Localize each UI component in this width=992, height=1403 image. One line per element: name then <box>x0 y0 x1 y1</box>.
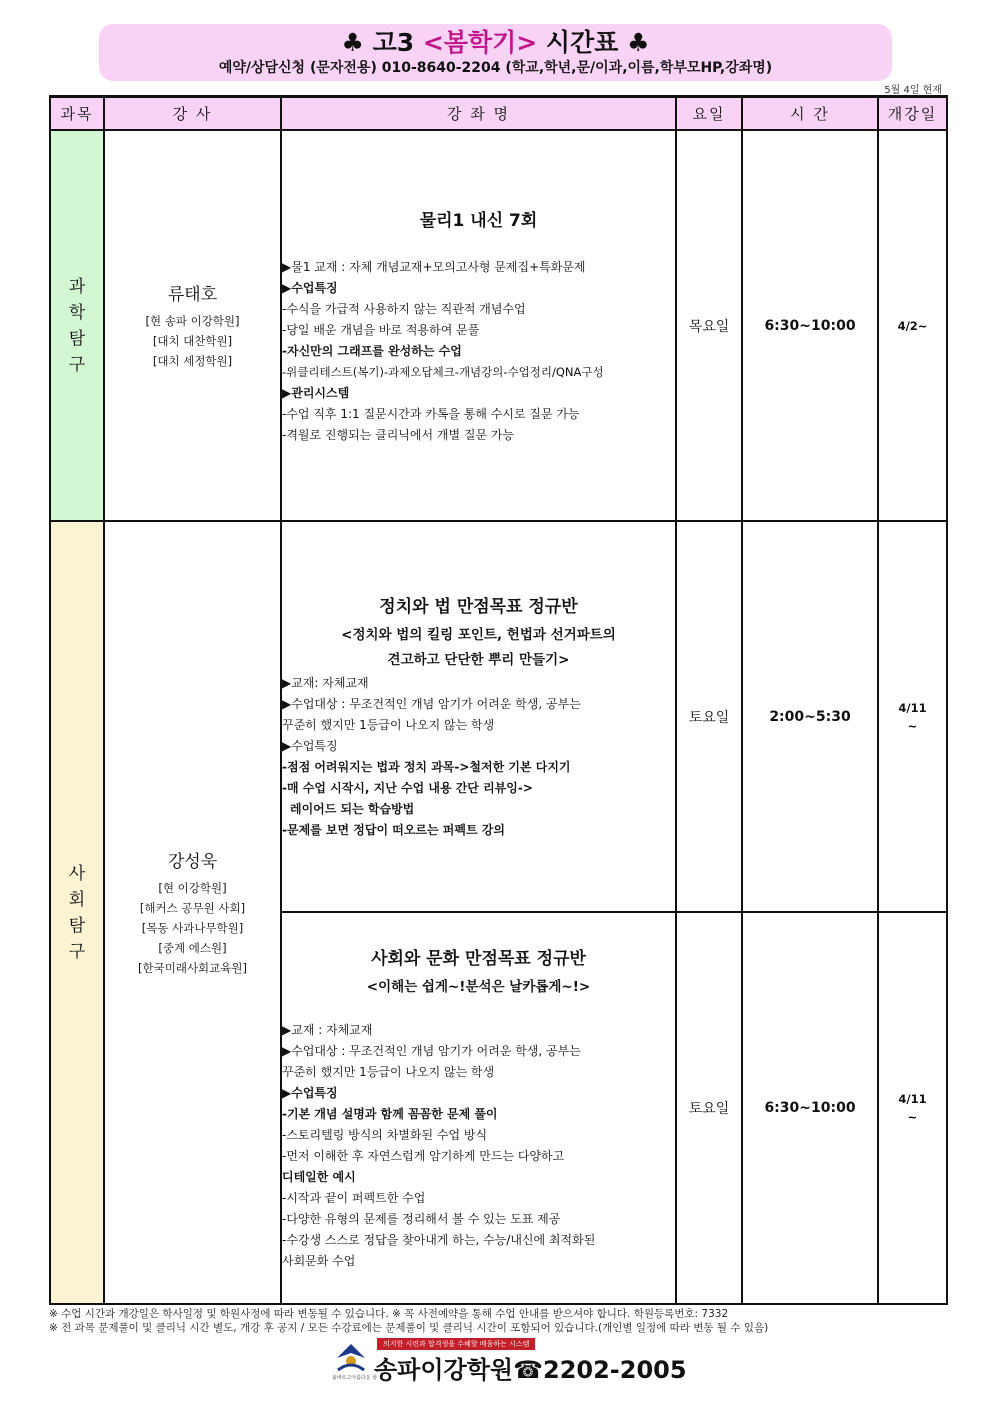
academy-brand <box>374 1350 687 1385</box>
day-cell: 목요일 <box>676 130 742 521</box>
course-line: ▶수업특징 <box>282 739 338 753</box>
subject-science <box>50 130 104 521</box>
subject-char: 회 <box>68 889 86 910</box>
time-cell: 6:30~10:00 <box>742 130 878 521</box>
course-line: ▶수업특징 <box>282 1086 338 1100</box>
academy-footer <box>332 1336 687 1384</box>
teacher-affiliation: [대치 대찬학원] <box>152 334 233 348</box>
course-line: -먼저 이해한 후 자연스럽게 암기하게 만드는 다양하고 <box>282 1149 565 1163</box>
club-icon: ♣ <box>341 28 364 57</box>
subject-char: 과 <box>68 276 86 297</box>
course-line: ▶물1 교재 : 자체 개념교재+모의고사형 문제집+특화문제 <box>282 259 586 274</box>
course-line: -수강생 스스로 정답을 찾아내게 하는, 수능/내신에 최적화된 <box>282 1233 596 1247</box>
course-line: 사회문화 수업 <box>282 1254 356 1268</box>
teacher-cell <box>104 521 281 1304</box>
day-cell: 토요일 <box>676 521 742 912</box>
course-line: 디테일한 예시 <box>282 1170 356 1184</box>
footer-banner: 의지한 시련과 합격생을 수혜할 배움하는 시스템 <box>377 1338 535 1350</box>
course-line: ▶수업대상 : 무조건적인 개념 암기가 어려운 학생, 공부는 <box>282 697 581 711</box>
col-start: 개강일 <box>878 97 947 131</box>
as-of-date: 5월 4일 현재 <box>884 85 942 96</box>
col-time: 시 간 <box>742 97 878 131</box>
time-cell: 2:00~5:30 <box>742 521 878 912</box>
course-line: -수업 직후 1:1 질문시간과 카톡을 통해 수시로 질문 가능 <box>282 406 580 421</box>
course-line: -스토리텔링 방식의 차별화된 수업 방식 <box>282 1128 488 1142</box>
course-line: -위클리테스트(복기)-과제오답체크-개념강의-수업정리/QNA구성 <box>282 364 604 379</box>
teacher-affiliation: [중계 에스원] <box>158 941 227 955</box>
teacher-affiliation: [목동 사과나무학원] <box>141 921 244 935</box>
course-line: -문제를 보면 정답이 떠오르는 퍼펙트 강의 <box>282 823 505 837</box>
course-cell <box>281 130 676 521</box>
course-line: -시작과 끝이 퍼펙트한 수업 <box>282 1191 426 1205</box>
teacher-affiliation: [해커스 공무원 사회] <box>139 901 246 915</box>
teacher-affiliation: [대치 세정학원] <box>152 354 233 368</box>
title-prefix: 고3 <box>372 28 423 57</box>
course-title: 물리1 내신 7회 <box>419 210 538 231</box>
subject-social <box>50 521 104 1304</box>
col-subject: 과목 <box>50 97 104 131</box>
subject-char: 학 <box>68 302 86 323</box>
start-date: 4/11 <box>898 700 927 715</box>
title-banner <box>99 24 892 81</box>
subject-char: 사 <box>68 863 86 884</box>
subject-char: 구 <box>68 941 86 962</box>
academy-phone: ☎2202-2005 <box>513 1356 687 1384</box>
notes <box>49 1307 768 1335</box>
course-subtitle: 견고하고 단단한 뿌리 만들기> <box>387 652 570 668</box>
course-line: -기본 개념 설명과 함께 꼼꼼한 문제 풀이 <box>282 1107 498 1121</box>
academy-name: 송파이강학원 <box>374 1356 514 1384</box>
course-line: 레이어드 되는 학습방법 <box>290 802 415 816</box>
academy-logo-icon <box>332 1340 370 1376</box>
table-row <box>50 130 947 521</box>
start-cell <box>878 912 947 1304</box>
contact-line: 예약/상담신청 (문자전용) 010-8640-2204 (학교,학년,문/이과,이름,학부모HP,강좌명) <box>218 60 773 76</box>
note-line: ※ 전 과목 문제풀이 및 클리닉 시간 별도, 개강 후 공지 / 모든 수강료에는 문제풀이 및 클리닉 시간이 포함되어 있습니다.(개인별 일정에 따라 변동 될 수 있음) <box>49 1322 769 1334</box>
course-line: -매 수업 시작시, 지난 수업 내용 간단 리뷰잉-> <box>282 781 533 795</box>
course-line: ▶수업대상 : 무조건적인 개념 암기가 어려운 학생, 공부는 <box>282 1044 581 1058</box>
course-line: -수식을 가급적 사용하지 않는 직관적 개념수업 <box>282 301 526 316</box>
page-title <box>99 28 892 58</box>
club-icon: ♣ <box>627 28 650 57</box>
course-line: ▶교재 : 자체교재 <box>282 1023 373 1037</box>
course-line: -자신만의 그래프를 완성하는 수업 <box>282 343 462 358</box>
header-row <box>50 97 947 131</box>
course-line: ▶수업특징 <box>282 280 338 295</box>
start-tilde: ~ <box>907 718 918 733</box>
course-subtitle: <이해는 쉽게~!분석은 날카롭게~!> <box>366 979 591 995</box>
col-course: 강 좌 명 <box>281 97 676 131</box>
course-line: ▶관리시스템 <box>282 385 350 400</box>
footer-tagline: 올바르고아름다운 꿈 <box>332 1375 378 1381</box>
teacher-cell <box>104 130 281 521</box>
course-line: -당일 배운 개념을 바로 적용하여 문풀 <box>282 322 480 337</box>
teacher-name: 강성욱 <box>167 852 218 872</box>
course-line: -격월로 진행되는 클리닉에서 개별 질문 가능 <box>282 427 515 442</box>
course-line: -점점 어려워지는 법과 정치 과목->철저한 기본 다지기 <box>282 760 571 774</box>
title-suffix: 시간표 <box>537 28 619 57</box>
col-day: 요일 <box>676 97 742 131</box>
time-cell: 6:30~10:00 <box>742 912 878 1304</box>
table-row <box>50 521 947 912</box>
subject-char: 탐 <box>68 328 86 349</box>
col-teacher: 강 사 <box>104 97 281 131</box>
start-date: 4/11 <box>898 1092 927 1106</box>
teacher-affiliation: [한국미래사회교육원] <box>138 961 247 975</box>
course-subtitle: <정치와 법의 킬링 포인트, 헌법과 선거파트의 <box>341 627 616 643</box>
start-cell <box>878 521 947 912</box>
course-line: 꾸준히 했지만 1등급이 나오지 않는 학생 <box>282 1065 495 1079</box>
start-tilde: ~ <box>907 1110 918 1124</box>
course-cell <box>281 521 676 912</box>
start-cell: 4/2~ <box>878 130 947 521</box>
subject-char: 탐 <box>68 915 86 936</box>
course-title: 정치와 법 만점목표 정규반 <box>379 597 578 617</box>
title-term: <봄학기> <box>422 28 538 57</box>
note-line: ※ 수업 시간과 개강일은 학사일정 및 학원사정에 따라 변동될 수 있습니다. ※ 꼭 사전예약을 통해 수업 안내를 받으셔야 합니다. 학원등록번호: 7332 <box>49 1308 729 1320</box>
teacher-name: 류태호 <box>167 285 218 305</box>
course-line: 꾸준히 했지만 1등급이 나오지 않는 학생 <box>282 718 495 732</box>
teacher-affiliation: [현 이강학원] <box>158 881 227 895</box>
course-title: 사회와 문화 만점목표 정규반 <box>371 949 586 969</box>
course-cell <box>281 912 676 1304</box>
teacher-affiliation: [현 송파 이강학원] <box>145 314 240 328</box>
course-line: -다양한 유형의 문제를 정리해서 볼 수 있는 도표 제공 <box>282 1212 561 1226</box>
subject-char: 구 <box>68 354 86 375</box>
course-line: ▶교재: 자체교재 <box>282 676 369 690</box>
day-cell: 토요일 <box>676 912 742 1304</box>
schedule-table <box>49 95 948 1305</box>
